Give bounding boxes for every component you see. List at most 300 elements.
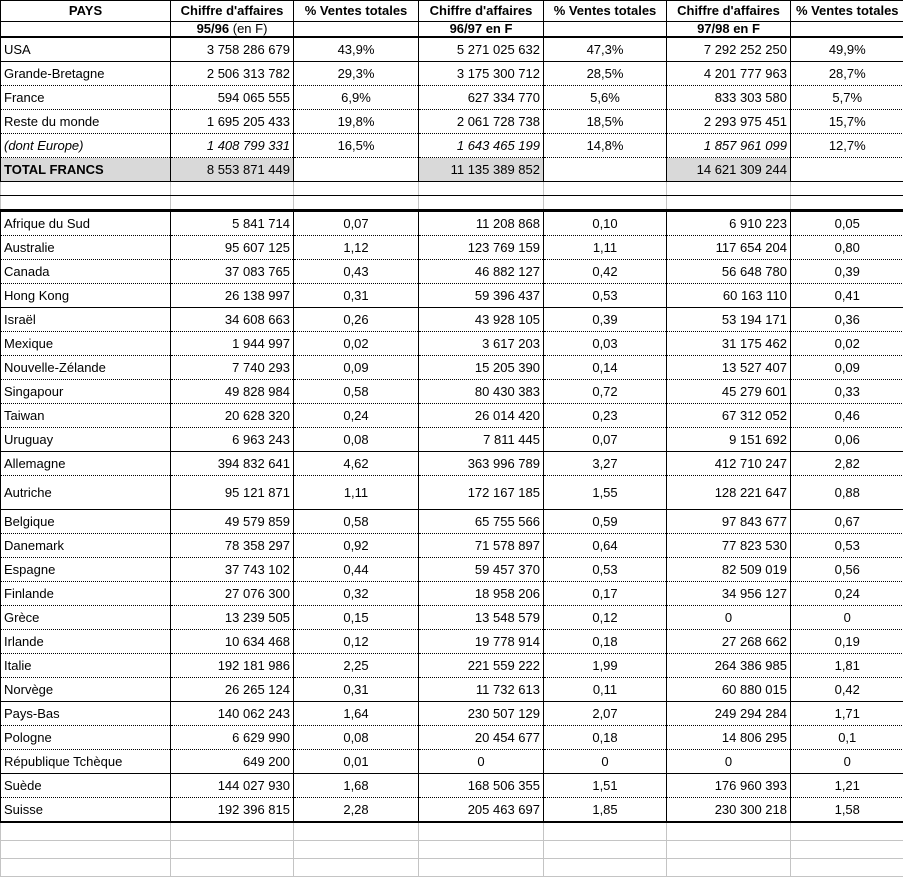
table-row (1, 678, 903, 702)
cell-pays: Grèce (1, 606, 171, 630)
cell-ca2: 221 559 222 (419, 654, 544, 678)
cell-ca3: 6 910 223 (667, 211, 791, 236)
cell-ca2: 59 396 437 (419, 284, 544, 308)
cell-pays: Espagne (1, 558, 171, 582)
cell-ca1: 34 608 663 (171, 308, 294, 332)
cell-pct1: 1,68 (294, 774, 419, 798)
cell-pays: Mexique (1, 332, 171, 356)
header-ca-9798: Chiffre d'affaires (667, 1, 791, 22)
cell-pct2: 0,53 (544, 284, 667, 308)
cell-pct1: 0,02 (294, 332, 419, 356)
cell-pays: Norvège (1, 678, 171, 702)
cell-pct2: 0,39 (544, 308, 667, 332)
empty-cell (1, 841, 171, 859)
empty-cell (171, 859, 294, 877)
table-row (1, 404, 903, 428)
cell-ca3: 77 823 530 (667, 534, 791, 558)
cell-ca2: 11 135 389 852 (419, 158, 544, 182)
cell-ca2: 15 205 390 (419, 356, 544, 380)
cell-ca2: 80 430 383 (419, 380, 544, 404)
table-row (1, 630, 903, 654)
empty-cell (544, 822, 667, 841)
cell-pct2: 1,99 (544, 654, 667, 678)
cell-ca2: 230 507 129 (419, 702, 544, 726)
cell-pct1: 0,58 (294, 510, 419, 534)
cell-pct1: 1,64 (294, 702, 419, 726)
empty-cell (171, 841, 294, 859)
cell-pct1: 0,58 (294, 380, 419, 404)
cell-ca2: 59 457 370 (419, 558, 544, 582)
header-pct-9596: % Ventes totales (294, 1, 419, 22)
period-bold: 97/98 en F (697, 21, 760, 36)
empty-cell (171, 182, 294, 196)
cell-pct3: 28,7% (791, 62, 903, 86)
cell-ca1: 192 396 815 (171, 798, 294, 823)
cell-ca3: 264 386 985 (667, 654, 791, 678)
cell-pct1: 2,28 (294, 798, 419, 823)
cell-pct2: 2,07 (544, 702, 667, 726)
cell-pct3: 0,1 (791, 726, 903, 750)
cell-pays: Taiwan (1, 404, 171, 428)
table-row (1, 582, 903, 606)
cell-pays: Nouvelle-Zélande (1, 356, 171, 380)
cell-ca2: 363 996 789 (419, 452, 544, 476)
cell-pct2: 0,64 (544, 534, 667, 558)
cell-pct3: 0 (791, 750, 903, 774)
cell-pays: Suisse (1, 798, 171, 823)
cell-ca3: 82 509 019 (667, 558, 791, 582)
cell-ca3: 13 527 407 (667, 356, 791, 380)
cell-ca2: 205 463 697 (419, 798, 544, 823)
cell-pct2: 1,51 (544, 774, 667, 798)
table-row (1, 726, 903, 750)
cell-pays: Grande-Bretagne (1, 62, 171, 86)
cell-pct1: 0,24 (294, 404, 419, 428)
cell-ca1: 10 634 468 (171, 630, 294, 654)
header-period-9697 (419, 22, 544, 38)
cell-pays: Belgique (1, 510, 171, 534)
cell-ca2: 43 928 105 (419, 308, 544, 332)
cell-pct3: 0 (791, 606, 903, 630)
empty-cell (791, 859, 903, 877)
cell-ca1: 6 963 243 (171, 428, 294, 452)
cell-ca3: 117 654 204 (667, 236, 791, 260)
table-row (1, 476, 903, 510)
cell-pct2: 0,11 (544, 678, 667, 702)
cell-pct1: 0,15 (294, 606, 419, 630)
empty-cell (791, 196, 903, 211)
header-ca-9596: Chiffre d'affaires (171, 1, 294, 22)
cell-pct1: 0,43 (294, 260, 419, 284)
header-row-labels (1, 1, 903, 22)
header-pays: PAYS (1, 1, 171, 22)
table-row (1, 86, 903, 110)
cell-pays: Finlande (1, 582, 171, 606)
cell-pays: Singapour (1, 380, 171, 404)
period-rest: (en F) (229, 21, 268, 36)
cell-ca2: 1 643 465 199 (419, 134, 544, 158)
table-row (1, 308, 903, 332)
cell-pct2: 0,03 (544, 332, 667, 356)
cell-pct1: 0,32 (294, 582, 419, 606)
cell-pct3: 0,53 (791, 534, 903, 558)
empty-cell (1, 196, 171, 211)
cell-ca1: 649 200 (171, 750, 294, 774)
table-row (1, 110, 903, 134)
cell-ca3: 0 (667, 750, 791, 774)
cell-ca3: 176 960 393 (667, 774, 791, 798)
cell-pct3: 0,05 (791, 211, 903, 236)
cell-pays: Australie (1, 236, 171, 260)
cell-pays: Canada (1, 260, 171, 284)
empty-cell (791, 822, 903, 841)
cell-pays: USA (1, 37, 171, 62)
cell-ca2: 46 882 127 (419, 260, 544, 284)
cell-pct3: 0,19 (791, 630, 903, 654)
cell-ca1: 6 629 990 (171, 726, 294, 750)
cell-ca1: 37 083 765 (171, 260, 294, 284)
cell-pct3: 0,09 (791, 356, 903, 380)
cell-ca2: 20 454 677 (419, 726, 544, 750)
period-bold: 95/96 (196, 21, 230, 36)
header-row-periods (1, 22, 903, 38)
cell-ca1: 1 408 799 331 (171, 134, 294, 158)
cell-pays: TOTAL FRANCS (1, 158, 171, 182)
cell-ca3: 60 880 015 (667, 678, 791, 702)
cell-pays: (dont Europe) (1, 134, 171, 158)
cell-ca2: 0 (419, 750, 544, 774)
cell-pays: Hong Kong (1, 284, 171, 308)
cell-pct1: 0,26 (294, 308, 419, 332)
cell-ca1: 594 065 555 (171, 86, 294, 110)
cell-pays: Suède (1, 774, 171, 798)
cell-ca1: 3 758 286 679 (171, 37, 294, 62)
cell-pct2: 0,07 (544, 428, 667, 452)
cell-pct3: 5,7% (791, 86, 903, 110)
cell-ca1: 27 076 300 (171, 582, 294, 606)
table-row (1, 260, 903, 284)
cell-pays: Uruguay (1, 428, 171, 452)
cell-pays: Israël (1, 308, 171, 332)
cell-pct3: 1,71 (791, 702, 903, 726)
table-row (1, 380, 903, 404)
empty-grid-row (1, 859, 903, 877)
cell-ca2: 18 958 206 (419, 582, 544, 606)
cell-pct1: 0,08 (294, 726, 419, 750)
empty-cell (419, 196, 544, 211)
cell-pct3: 0,06 (791, 428, 903, 452)
header-period-9798 (667, 22, 791, 38)
cell-pct3: 0,56 (791, 558, 903, 582)
cell-ca2: 3 175 300 712 (419, 62, 544, 86)
cell-pays: Pologne (1, 726, 171, 750)
cell-ca1: 5 841 714 (171, 211, 294, 236)
cell-ca3: 4 201 777 963 (667, 62, 791, 86)
cell-pays: République Tchèque (1, 750, 171, 774)
cell-pct3: 0,39 (791, 260, 903, 284)
header-empty (791, 22, 903, 38)
empty-cell (171, 822, 294, 841)
cell-ca2: 19 778 914 (419, 630, 544, 654)
cell-ca1: 20 628 320 (171, 404, 294, 428)
cell-pct2: 0,59 (544, 510, 667, 534)
cell-pct2: 0 (544, 750, 667, 774)
cell-ca1: 95 121 871 (171, 476, 294, 510)
cell-ca1: 8 553 871 449 (171, 158, 294, 182)
cell-ca3: 412 710 247 (667, 452, 791, 476)
table-row (1, 510, 903, 534)
empty-cell (419, 182, 544, 196)
cell-pct1: 0,31 (294, 284, 419, 308)
cell-ca3: 249 294 284 (667, 702, 791, 726)
table-header (1, 1, 903, 38)
cell-ca2: 65 755 566 (419, 510, 544, 534)
cell-ca1: 144 027 930 (171, 774, 294, 798)
cell-pct3: 1,81 (791, 654, 903, 678)
cell-ca2: 26 014 420 (419, 404, 544, 428)
header-empty (544, 22, 667, 38)
table-row (1, 750, 903, 774)
cell-ca2: 2 061 728 738 (419, 110, 544, 134)
empty-cell (1, 859, 171, 877)
header-period-9596 (171, 22, 294, 38)
cell-pct1: 6,9% (294, 86, 419, 110)
table-row (1, 654, 903, 678)
cell-pays: Danemark (1, 534, 171, 558)
table-row (1, 774, 903, 798)
header-pays-empty (1, 22, 171, 38)
table-body (1, 37, 903, 877)
cell-ca3: 0 (667, 606, 791, 630)
cell-pct2 (544, 158, 667, 182)
cell-pct1: 29,3% (294, 62, 419, 86)
cell-ca2: 5 271 025 632 (419, 37, 544, 62)
cell-ca1: 1 695 205 433 (171, 110, 294, 134)
cell-pct3: 1,58 (791, 798, 903, 823)
empty-cell (667, 859, 791, 877)
table-row (1, 236, 903, 260)
cell-ca3: 9 151 692 (667, 428, 791, 452)
cell-ca3: 1 857 961 099 (667, 134, 791, 158)
cell-pct3: 0,42 (791, 678, 903, 702)
spacer-row (1, 182, 903, 196)
cell-ca1: 394 832 641 (171, 452, 294, 476)
empty-cell (667, 196, 791, 211)
cell-pct1: 0,12 (294, 630, 419, 654)
cell-ca1: 1 944 997 (171, 332, 294, 356)
cell-pct3: 0,41 (791, 284, 903, 308)
cell-ca2: 11 732 613 (419, 678, 544, 702)
empty-cell (419, 822, 544, 841)
cell-ca2: 123 769 159 (419, 236, 544, 260)
table-row (1, 798, 903, 823)
cell-pct2: 0,23 (544, 404, 667, 428)
cell-pct1: 16,5% (294, 134, 419, 158)
empty-cell (1, 822, 171, 841)
empty-cell (294, 822, 419, 841)
cell-ca3: 31 175 462 (667, 332, 791, 356)
cell-pct1: 2,25 (294, 654, 419, 678)
cell-pct2: 0,17 (544, 582, 667, 606)
empty-cell (544, 841, 667, 859)
cell-pct2: 1,55 (544, 476, 667, 510)
empty-cell (1, 182, 171, 196)
cell-ca3: 60 163 110 (667, 284, 791, 308)
header-pct-9798: % Ventes totales (791, 1, 903, 22)
table-row (1, 606, 903, 630)
cell-ca1: 192 181 986 (171, 654, 294, 678)
cell-pct3: 15,7% (791, 110, 903, 134)
cell-ca3: 14 621 309 244 (667, 158, 791, 182)
cell-ca3: 128 221 647 (667, 476, 791, 510)
cell-pct3: 0,88 (791, 476, 903, 510)
cell-pct3: 0,46 (791, 404, 903, 428)
cell-ca2: 11 208 868 (419, 211, 544, 236)
table-row (1, 452, 903, 476)
cell-pct3: 0,80 (791, 236, 903, 260)
cell-pct2: 3,27 (544, 452, 667, 476)
cell-pct2: 1,85 (544, 798, 667, 823)
cell-pct1: 0,92 (294, 534, 419, 558)
cell-ca3: 833 303 580 (667, 86, 791, 110)
cell-ca2: 168 506 355 (419, 774, 544, 798)
cell-pct2: 47,3% (544, 37, 667, 62)
empty-cell (791, 841, 903, 859)
cell-pays: Italie (1, 654, 171, 678)
empty-cell (791, 182, 903, 196)
cell-ca2: 7 811 445 (419, 428, 544, 452)
cell-pct2: 0,12 (544, 606, 667, 630)
cell-pct1: 0,01 (294, 750, 419, 774)
table-row (1, 284, 903, 308)
empty-cell (544, 859, 667, 877)
cell-ca2: 627 334 770 (419, 86, 544, 110)
cell-pct1 (294, 158, 419, 182)
empty-cell (294, 859, 419, 877)
cell-pct3: 0,33 (791, 380, 903, 404)
cell-ca3: 67 312 052 (667, 404, 791, 428)
cell-pct1: 0,31 (294, 678, 419, 702)
empty-grid-row (1, 822, 903, 841)
cell-pct3: 0,67 (791, 510, 903, 534)
table-row (1, 211, 903, 236)
cell-pct1: 0,09 (294, 356, 419, 380)
table-row (1, 356, 903, 380)
cell-pct1: 1,12 (294, 236, 419, 260)
cell-pct3: 1,21 (791, 774, 903, 798)
cell-ca1: 49 579 859 (171, 510, 294, 534)
cell-ca1: 26 138 997 (171, 284, 294, 308)
cell-pct2: 0,18 (544, 630, 667, 654)
cell-pct3: 0,02 (791, 332, 903, 356)
empty-cell (667, 822, 791, 841)
cell-pct2: 14,8% (544, 134, 667, 158)
table-row (1, 702, 903, 726)
cell-pays: Afrique du Sud (1, 211, 171, 236)
period-bold: 96/97 en F (449, 21, 513, 36)
cell-pays: Reste du monde (1, 110, 171, 134)
cell-pct2: 0,14 (544, 356, 667, 380)
cell-ca1: 140 062 243 (171, 702, 294, 726)
empty-cell (294, 196, 419, 211)
cell-ca1: 37 743 102 (171, 558, 294, 582)
cell-ca3: 230 300 218 (667, 798, 791, 823)
cell-pct1: 4,62 (294, 452, 419, 476)
empty-cell (667, 182, 791, 196)
empty-cell (419, 841, 544, 859)
empty-grid-row (1, 841, 903, 859)
cell-pct2: 5,6% (544, 86, 667, 110)
cell-ca3: 7 292 252 250 (667, 37, 791, 62)
cell-pct2: 18,5% (544, 110, 667, 134)
empty-cell (294, 182, 419, 196)
cell-pct2: 1,11 (544, 236, 667, 260)
cell-ca2: 71 578 897 (419, 534, 544, 558)
cell-ca2: 13 548 579 (419, 606, 544, 630)
cell-ca1: 7 740 293 (171, 356, 294, 380)
cell-ca1: 26 265 124 (171, 678, 294, 702)
cell-pct2: 0,53 (544, 558, 667, 582)
empty-cell (171, 196, 294, 211)
table-row (1, 332, 903, 356)
cell-ca3: 45 279 601 (667, 380, 791, 404)
cell-pct3: 0,24 (791, 582, 903, 606)
empty-cell (544, 196, 667, 211)
cell-pct1: 0,44 (294, 558, 419, 582)
header-pct-9697: % Ventes totales (544, 1, 667, 22)
cell-ca3: 27 268 662 (667, 630, 791, 654)
table-row (1, 62, 903, 86)
cell-ca1: 13 239 505 (171, 606, 294, 630)
cell-ca3: 56 648 780 (667, 260, 791, 284)
table-row (1, 37, 903, 62)
cell-pays: France (1, 86, 171, 110)
table-row (1, 158, 903, 182)
cell-ca3: 2 293 975 451 (667, 110, 791, 134)
cell-pct3: 2,82 (791, 452, 903, 476)
cell-ca1: 49 828 984 (171, 380, 294, 404)
cell-ca1: 95 607 125 (171, 236, 294, 260)
cell-ca3: 53 194 171 (667, 308, 791, 332)
cell-pct2: 0,72 (544, 380, 667, 404)
cell-pct1: 19,8% (294, 110, 419, 134)
cell-ca3: 97 843 677 (667, 510, 791, 534)
cell-pays: Autriche (1, 476, 171, 510)
cell-pct3: 12,7% (791, 134, 903, 158)
cell-pct1: 43,9% (294, 37, 419, 62)
table-row (1, 558, 903, 582)
cell-pays: Pays-Bas (1, 702, 171, 726)
spacer-row (1, 196, 903, 211)
cell-pays: Allemagne (1, 452, 171, 476)
empty-cell (544, 182, 667, 196)
cell-pct3: 49,9% (791, 37, 903, 62)
cell-pct1: 0,08 (294, 428, 419, 452)
cell-ca1: 2 506 313 782 (171, 62, 294, 86)
cell-ca2: 172 167 185 (419, 476, 544, 510)
cell-pct2: 0,18 (544, 726, 667, 750)
cell-pct2: 28,5% (544, 62, 667, 86)
cell-ca1: 78 358 297 (171, 534, 294, 558)
empty-cell (419, 859, 544, 877)
cell-pct2: 0,10 (544, 211, 667, 236)
empty-cell (294, 841, 419, 859)
table-row (1, 534, 903, 558)
cell-pays: Irlande (1, 630, 171, 654)
table-row (1, 134, 903, 158)
table-row (1, 428, 903, 452)
empty-cell (667, 841, 791, 859)
